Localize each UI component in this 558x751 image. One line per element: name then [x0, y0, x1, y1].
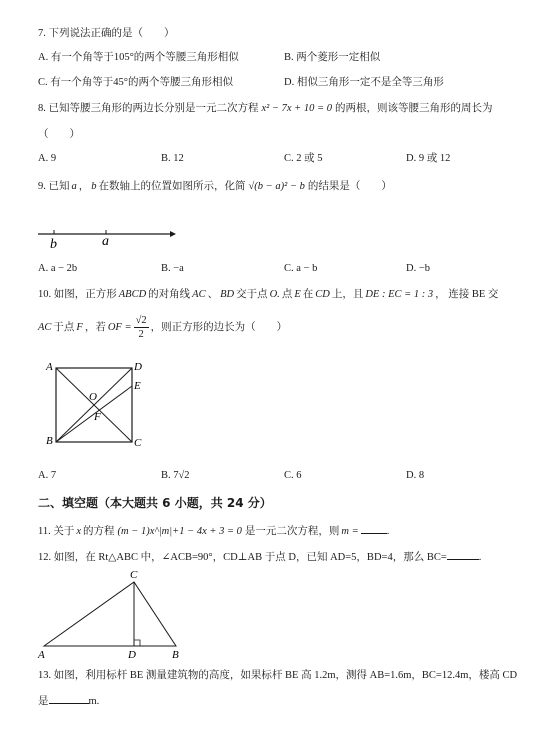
- q7-option-c[interactable]: C. 有一个角等于45°的两个等腰三角形相似: [38, 77, 233, 88]
- q10-fraction: [134, 314, 149, 341]
- q8-equation: x² − 7x + 10 = 0: [261, 103, 332, 114]
- q12-answer-blank[interactable]: [447, 548, 479, 560]
- arrow-right-icon: [170, 231, 176, 237]
- q9-sep: ，: [78, 181, 90, 192]
- q13-line2: [38, 692, 99, 709]
- q9-option-d[interactable]: D. −b: [406, 263, 431, 274]
- q10-text: 点: [281, 289, 293, 300]
- label-d: D: [128, 649, 136, 660]
- q10-text: 于点: [53, 322, 75, 333]
- q10-ac: AC: [192, 289, 206, 300]
- q8-stem-post: 的两根，则该等腰三角形的周长为: [334, 103, 493, 114]
- q11-text: .: [386, 526, 390, 537]
- q10-e: E: [294, 289, 301, 300]
- q10-of-eq: OF =: [107, 322, 132, 333]
- label-f: F: [94, 411, 101, 423]
- q10-text: ，则正方形的边长为（ ）: [150, 322, 288, 333]
- q11-text: 11. 关于: [38, 526, 75, 537]
- q8-option-b[interactable]: B. 12: [161, 153, 184, 164]
- label-b: B: [46, 435, 53, 447]
- q9-option-b[interactable]: B. −a: [161, 263, 184, 274]
- q13-text: 是: [38, 696, 49, 707]
- q9-number-line: [36, 222, 176, 254]
- q10-sep: 、: [207, 289, 219, 300]
- q8-stem-pre: 8. 已知等腰三角形的两边长分别是一元二次方程: [38, 103, 259, 114]
- q13-text: m.: [88, 696, 100, 707]
- q12-text: .: [478, 552, 482, 563]
- q10-line1: [38, 288, 498, 302]
- q9-stem-post: 的结果是（ ）: [307, 181, 392, 192]
- q11-stem: [38, 522, 389, 539]
- q9-var-a: a: [71, 181, 77, 192]
- label-o: O: [89, 391, 97, 403]
- q10-text: ，若: [84, 322, 106, 333]
- triangle-abc: [44, 582, 176, 646]
- q9-expression: √(b − a)² − b: [248, 181, 305, 192]
- q10-bd: BD: [220, 289, 235, 300]
- q10-option-d[interactable]: D. 8: [406, 470, 425, 481]
- q12-text: 12. 如图，在 Rt△ABC 中，∠ACB=90°，CD⊥AB 于点 D，已知 AD=5，BD=4，那么 BC=: [38, 552, 447, 563]
- label-c: C: [134, 437, 142, 449]
- q11-text: 的方程: [83, 526, 115, 537]
- q8-stem: [38, 102, 492, 116]
- q10-line2: [38, 314, 287, 342]
- label-a: A: [38, 649, 45, 660]
- q10-square-name: ABCD: [118, 289, 147, 300]
- q7-option-d[interactable]: D. 相似三角形一定不是全等三角形: [284, 77, 444, 88]
- number-line-label-b: b: [50, 237, 57, 252]
- q10-text: 10. 如图，正方形: [38, 289, 117, 300]
- label-d: D: [134, 361, 142, 373]
- q10-frac-num: √2: [135, 315, 147, 327]
- q10-option-a[interactable]: A. 7: [38, 470, 57, 481]
- q12-stem: [38, 548, 481, 565]
- q10-text: ， 连接 BE 交: [435, 289, 499, 300]
- number-line-label-a: a: [102, 234, 109, 249]
- q10-text: 上，且: [331, 289, 364, 300]
- q10-text: 的对角线: [148, 289, 191, 300]
- q9-stem: [38, 180, 392, 194]
- q9-stem-mid: 在数轴上的位置如图所示，化简: [98, 181, 246, 192]
- q8-option-a[interactable]: A. 9: [38, 153, 57, 164]
- q9-option-c[interactable]: C. a − b: [284, 263, 318, 274]
- q10-text: 交于点: [236, 289, 268, 300]
- q11-m-eq: m =: [341, 526, 359, 537]
- q10-ac2: AC: [38, 322, 52, 333]
- q13-line1: 13. 如图，利用标杆 BE 测量建筑物的高度，如果标杆 BE 高 1.2m，测得 AB=1.6m，BC=12.4m，楼高 CD: [38, 670, 518, 681]
- label-c: C: [130, 569, 138, 581]
- q10-f: F: [76, 322, 83, 333]
- q11-equation: (m − 1)x^|m|+1 − 4x + 3 = 0: [117, 526, 242, 537]
- q11-answer-blank[interactable]: [361, 522, 387, 534]
- q10-square-figure: [36, 358, 156, 450]
- q10-o: O.: [269, 289, 280, 300]
- q9-option-a[interactable]: A. a − 2b: [38, 263, 78, 274]
- q7-stem: 7. 下列说法正确的是（ ）: [38, 28, 175, 39]
- q11-text: 是一元二次方程，则: [244, 526, 340, 537]
- right-angle-mark-icon: [134, 640, 140, 646]
- q10-frac-den: 2: [138, 329, 144, 341]
- q10-option-c[interactable]: C. 6: [284, 470, 302, 481]
- q10-ratio: DE : EC = 1 : 3: [365, 289, 434, 300]
- q7-option-a[interactable]: A. 有一个角等于105°的两个等腰三角形相似: [38, 52, 239, 63]
- q10-cd: CD: [315, 289, 330, 300]
- label-b: B: [172, 649, 179, 660]
- q8-option-c[interactable]: C. 2 或 5: [284, 153, 323, 164]
- q9-stem-pre: 9. 已知: [38, 181, 70, 192]
- label-e: E: [134, 380, 141, 392]
- q9-var-b: b: [91, 181, 97, 192]
- q10-option-b[interactable]: B. 7√2: [161, 470, 190, 481]
- q12-triangle-figure: [36, 568, 186, 660]
- label-a: A: [46, 361, 53, 373]
- q8-option-d[interactable]: D. 9 或 12: [406, 153, 451, 164]
- q13-answer-blank[interactable]: [49, 692, 89, 704]
- section-title-fill-blank: 二、填空题（本大题共 6 小题，共 24 分）: [38, 496, 272, 510]
- q10-text: 在: [302, 289, 314, 300]
- q7-option-b[interactable]: B. 两个菱形一定相似: [284, 52, 381, 63]
- q11-x: x: [76, 526, 82, 537]
- q8-paren: （ ）: [38, 129, 80, 140]
